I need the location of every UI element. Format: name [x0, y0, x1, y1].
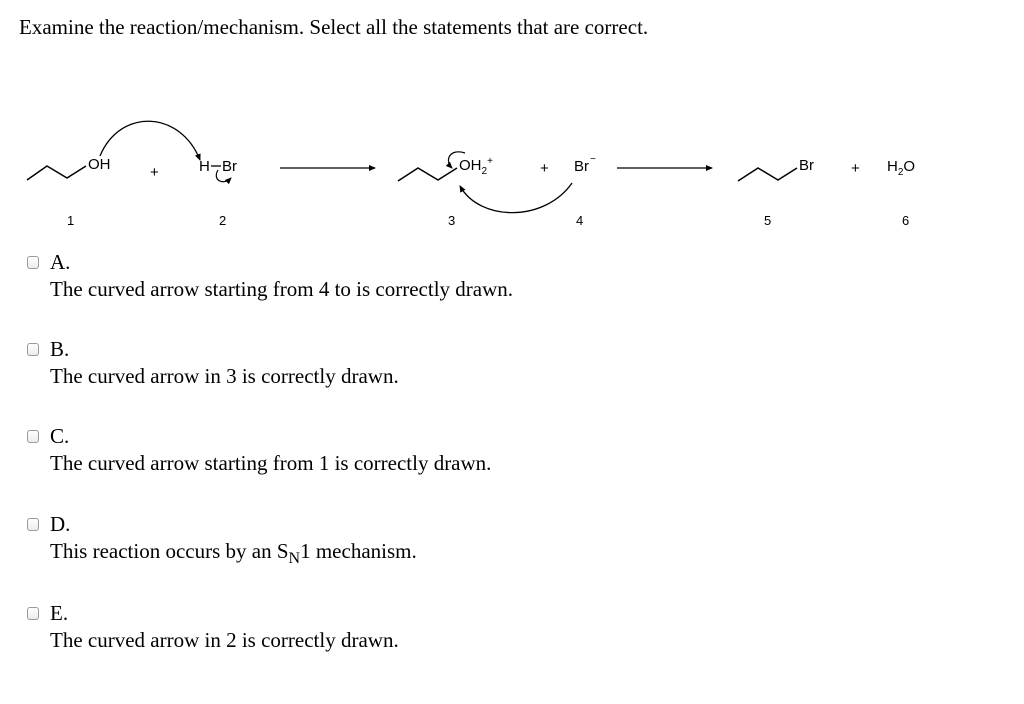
curved-arrow-1: [100, 121, 200, 160]
option-b-checkbox[interactable]: [27, 343, 39, 356]
option-c-text: The curved arrow starting from 1 is correctly drawn.: [50, 451, 492, 475]
option-d-checkbox[interactable]: [27, 518, 39, 531]
option-d-text: [50, 539, 417, 568]
oxonium-skeleton: [398, 168, 457, 181]
species-label-3: 3: [448, 213, 456, 228]
ethanol-skeleton: [27, 166, 86, 180]
option-e-letter: E.: [50, 601, 69, 625]
bromide-label: Br−: [574, 154, 596, 175]
bromoethane-skeleton: [738, 168, 797, 181]
species-label-5: 5: [764, 213, 772, 228]
option-d-subscript: N: [288, 550, 301, 568]
option-d-text-after: 1 mechanism.: [300, 539, 417, 563]
option-d-text-before: This reaction occurs by an S: [50, 539, 289, 563]
oxonium-label: $OH_2^+$: [459, 156, 493, 177]
hbr-br-label: Br: [222, 158, 237, 175]
option-b-letter: B.: [50, 337, 70, 361]
option-e-text: The curved arrow in 2 is correctly drawn.: [50, 628, 399, 652]
option-c-letter: C.: [50, 424, 70, 448]
option-c-checkbox[interactable]: [27, 430, 39, 443]
species-label-1: 1: [67, 213, 75, 228]
curved-arrow-4: [460, 183, 572, 213]
option-e-checkbox[interactable]: [27, 607, 39, 620]
bromoethane-br-label: Br: [799, 157, 814, 174]
option-a-checkbox[interactable]: [27, 256, 39, 269]
reaction-scheme: [0, 100, 1024, 240]
option-d-letter: D.: [50, 512, 71, 536]
plus-sign-2: +: [540, 160, 549, 177]
plus-sign-1: +: [150, 164, 159, 181]
option-a-letter: A.: [50, 250, 71, 274]
question-prompt: Examine the reaction/mechanism. Select all the statements that are correct.: [19, 15, 649, 39]
option-a-text: The curved arrow starting from 4 to is correctly drawn.: [50, 277, 514, 301]
hbr-h-label: H: [199, 158, 210, 175]
water-label: $H_2O$: [887, 158, 916, 178]
species-label-2: 2: [219, 213, 227, 228]
option-b-text: The curved arrow in 3 is correctly drawn.: [50, 364, 399, 388]
ethanol-oh-label: OH: [88, 156, 111, 173]
species-label-6: 6: [902, 213, 910, 228]
plus-sign-3: +: [851, 160, 860, 177]
species-label-4: 4: [576, 213, 584, 228]
